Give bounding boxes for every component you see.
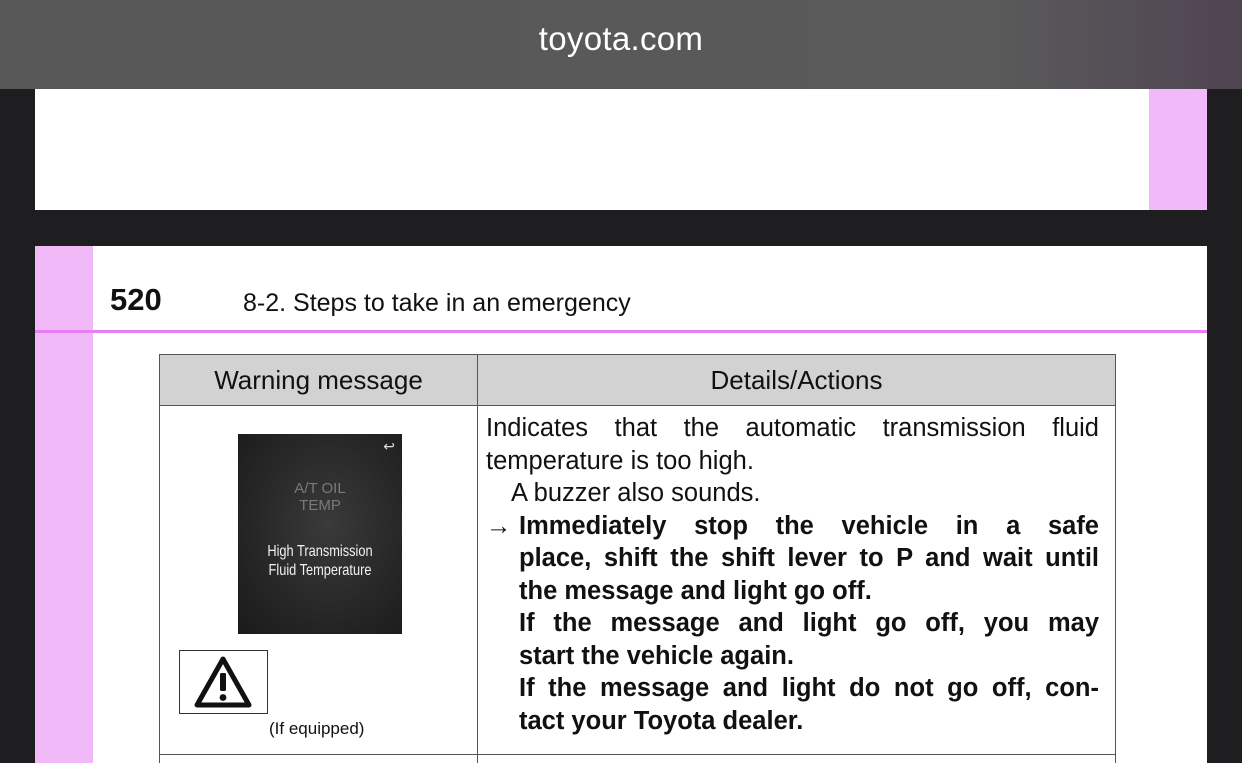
detail-text: Indicates that the automatic transmission fluid: [486, 414, 1099, 442]
arrow-icon: →: [486, 511, 512, 540]
previous-page: [35, 89, 1207, 210]
warning-light-box: [179, 650, 268, 714]
action-line: the message and light go off.: [519, 576, 872, 605]
screen-message: [254, 542, 385, 580]
warning-table: [159, 354, 1116, 763]
header-details-actions: Details/Actions: [478, 355, 1116, 406]
table-row: [160, 755, 1116, 763]
page-side-tab: [1149, 89, 1207, 210]
page-number: 520: [110, 282, 162, 317]
browser-top-bar: [0, 0, 1242, 89]
manual-page: [35, 246, 1207, 763]
action-line: If the message and light do not go off, con-: [519, 674, 1099, 702]
details-cell: [478, 406, 1116, 755]
action-text: [519, 510, 1099, 738]
buzzer-note: A buzzer also sounds.: [511, 479, 761, 507]
action-line: place, shift the shift lever to P and wait until: [519, 544, 1099, 572]
warning-triangle-icon: [194, 655, 252, 709]
screen-message-line: High Transmission: [267, 543, 373, 560]
detail-text: temperature is too high.: [486, 446, 754, 475]
action-line: Immediately stop the vehicle in a safe: [519, 511, 1099, 540]
table-row: [160, 406, 1116, 755]
if-equipped-note: (If equipped): [269, 719, 365, 738]
screen-message-line: Fluid Temperature: [268, 562, 372, 579]
screen-top-line: TEMP: [299, 497, 341, 514]
back-icon: ↩: [383, 438, 395, 454]
action-line: If the message and light go off, you may: [519, 609, 1099, 637]
section-title: 8-2. Steps to take in an emergency: [243, 289, 631, 317]
screen-top-line: A/T OIL: [294, 480, 346, 497]
table-header-row: [160, 355, 1116, 406]
header-rule: [35, 330, 1207, 333]
action-line: tact your Toyota dealer.: [519, 706, 804, 735]
header-warning-message: Warning message: [160, 355, 478, 406]
next-row-cell: [160, 755, 478, 763]
display-screen-image: [238, 434, 402, 634]
warning-image-cell: [160, 406, 478, 755]
url-label[interactable]: toyota.com: [538, 20, 704, 57]
action-block: [486, 510, 1099, 738]
page-side-tab: [35, 246, 93, 763]
action-line: start the vehicle again.: [519, 641, 794, 670]
screen-top-label: [238, 480, 402, 514]
next-row-cell: [478, 755, 1116, 763]
